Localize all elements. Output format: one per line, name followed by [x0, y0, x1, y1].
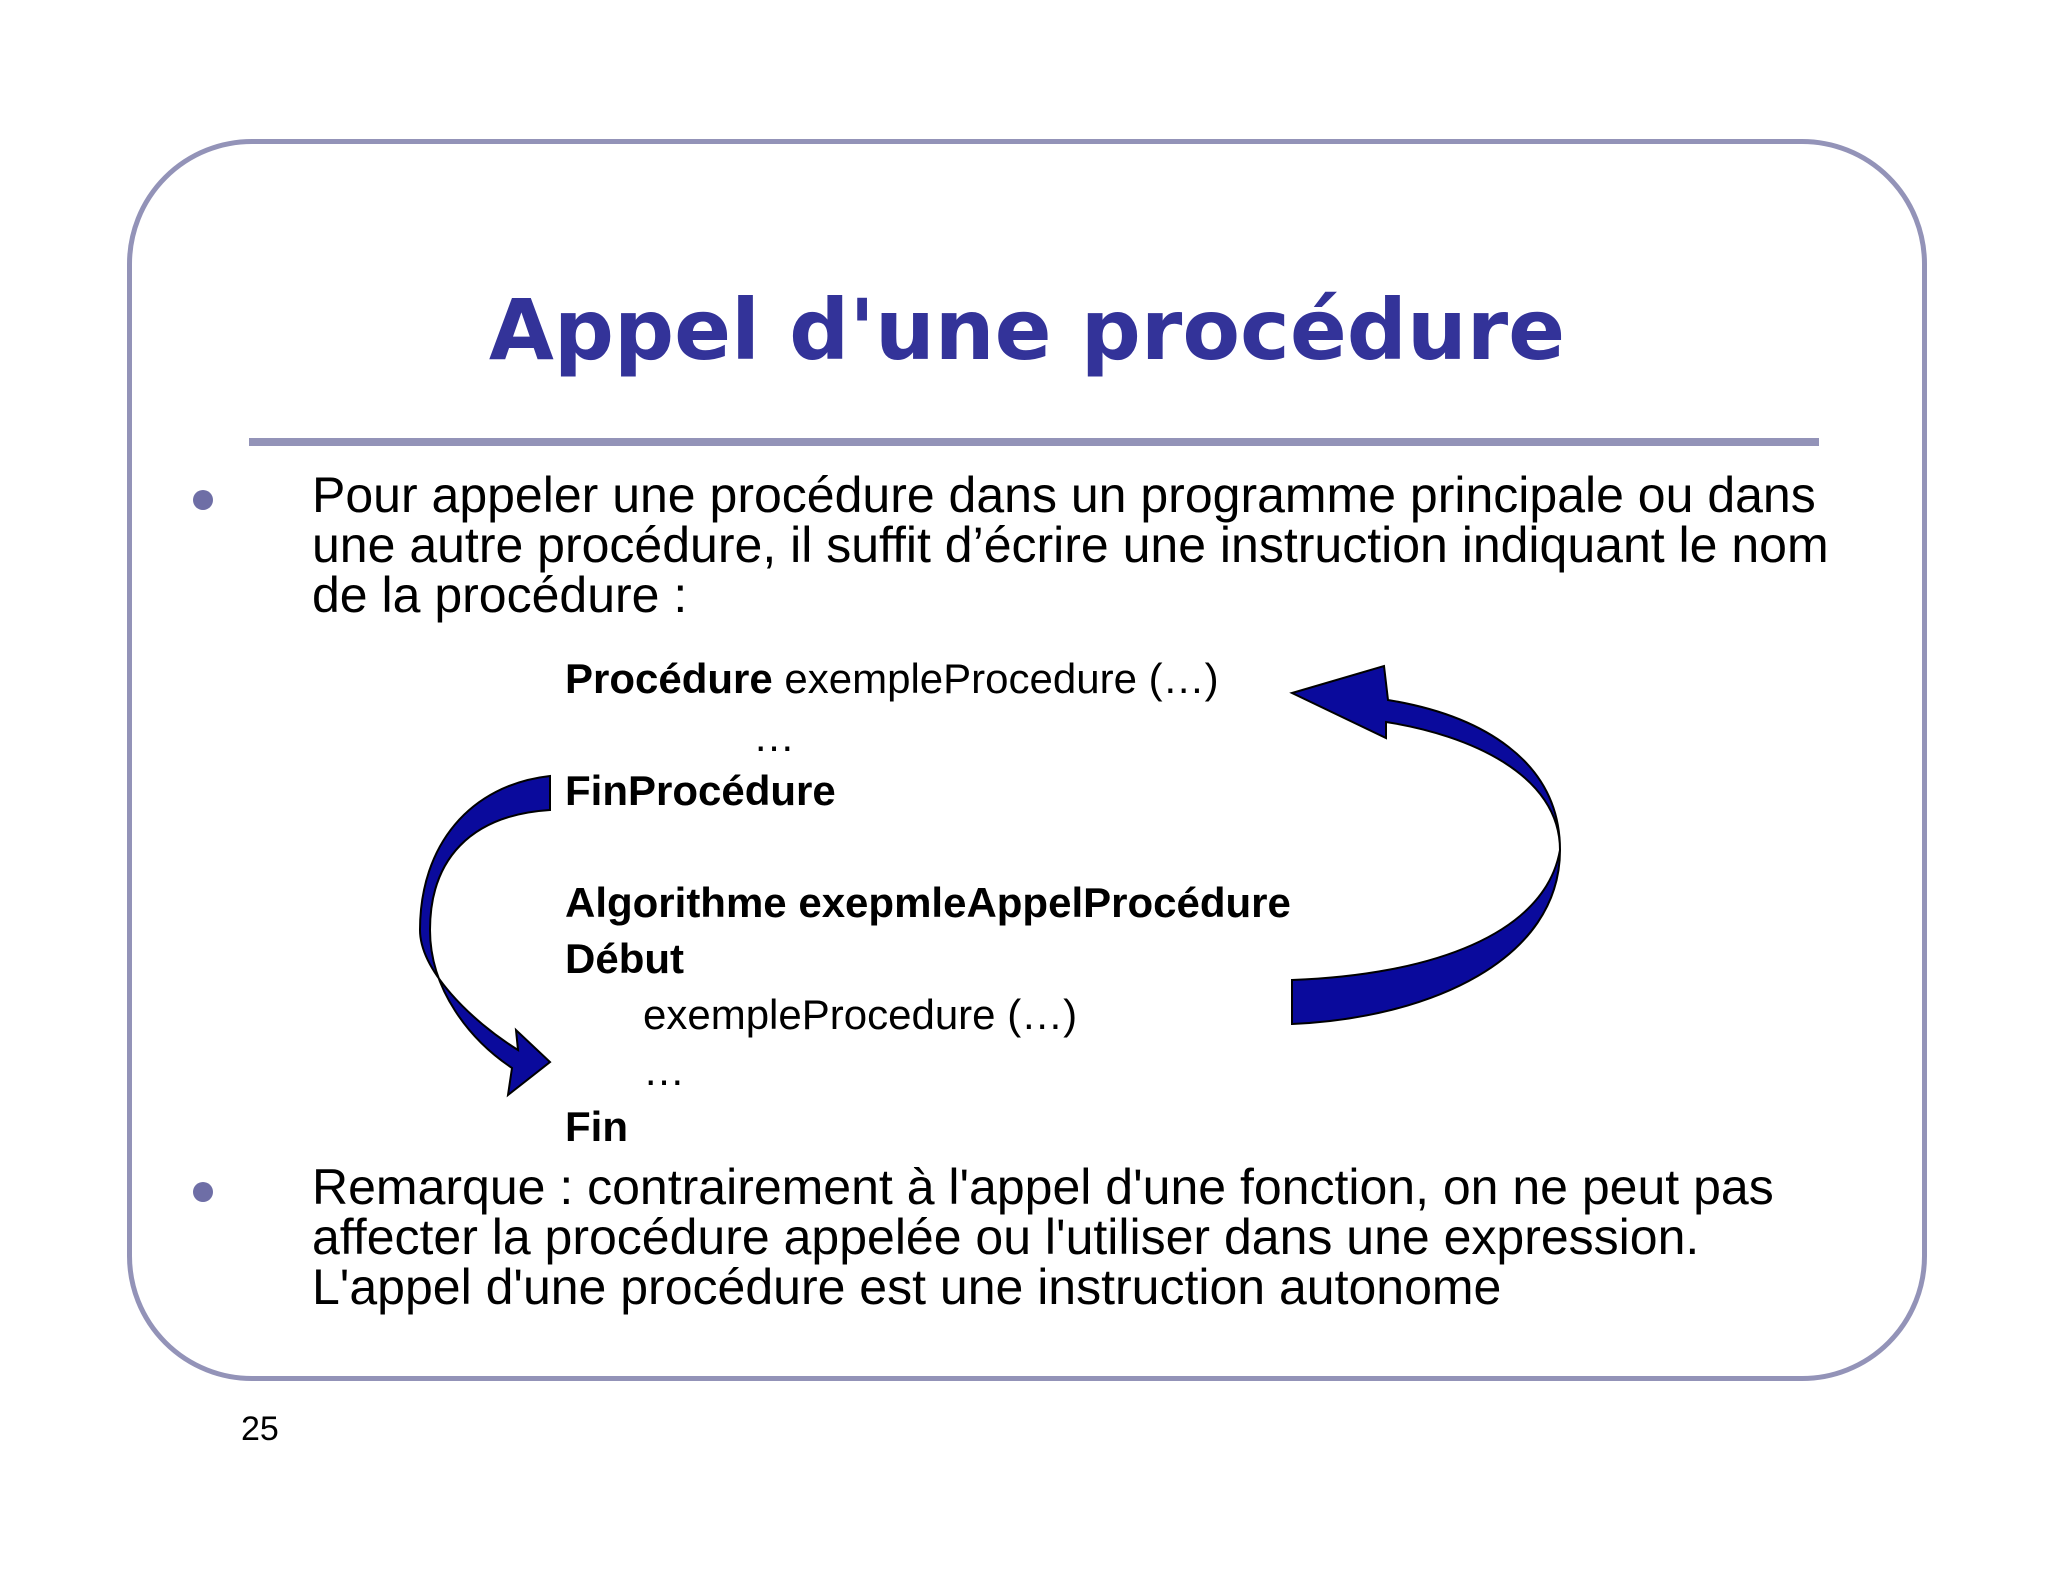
- code-call: exempleProcedure (…): [643, 991, 1078, 1038]
- code-debut: Début: [565, 935, 684, 982]
- slide-title: Appel d'une procédure: [488, 281, 1566, 379]
- bullet-dot-2: [193, 1182, 213, 1202]
- return-arrow-shape: [420, 776, 550, 1095]
- code-algo-header: Algorithme exepmleAppelProcédure: [565, 879, 1291, 926]
- page-number: 25: [241, 1410, 279, 1448]
- bullet-text-1: Pour appeler une procédure dans un programme principale ou dans une autre procédure, il suffit d’écrire une instruction indiquant le nom de la procédure :: [312, 467, 1829, 623]
- code-fin: Fin: [565, 1103, 628, 1150]
- code-proc-end: FinProcédure: [565, 767, 836, 814]
- code-main-body: …: [643, 1047, 685, 1094]
- proc-keyword: Procédure: [565, 655, 773, 702]
- proc-signature: exempleProcedure (…): [772, 655, 1219, 702]
- code-proc-body: …: [753, 713, 795, 760]
- call-arrow-shape: [1292, 666, 1560, 1024]
- bullet-text-2: Remarque : contrairement à l'appel d'une fonction, on ne peut pas affecter la procédure appelée ou l'utiliser dans une expression. L'appel d'une procédure est une instruction autonome: [312, 1159, 1774, 1315]
